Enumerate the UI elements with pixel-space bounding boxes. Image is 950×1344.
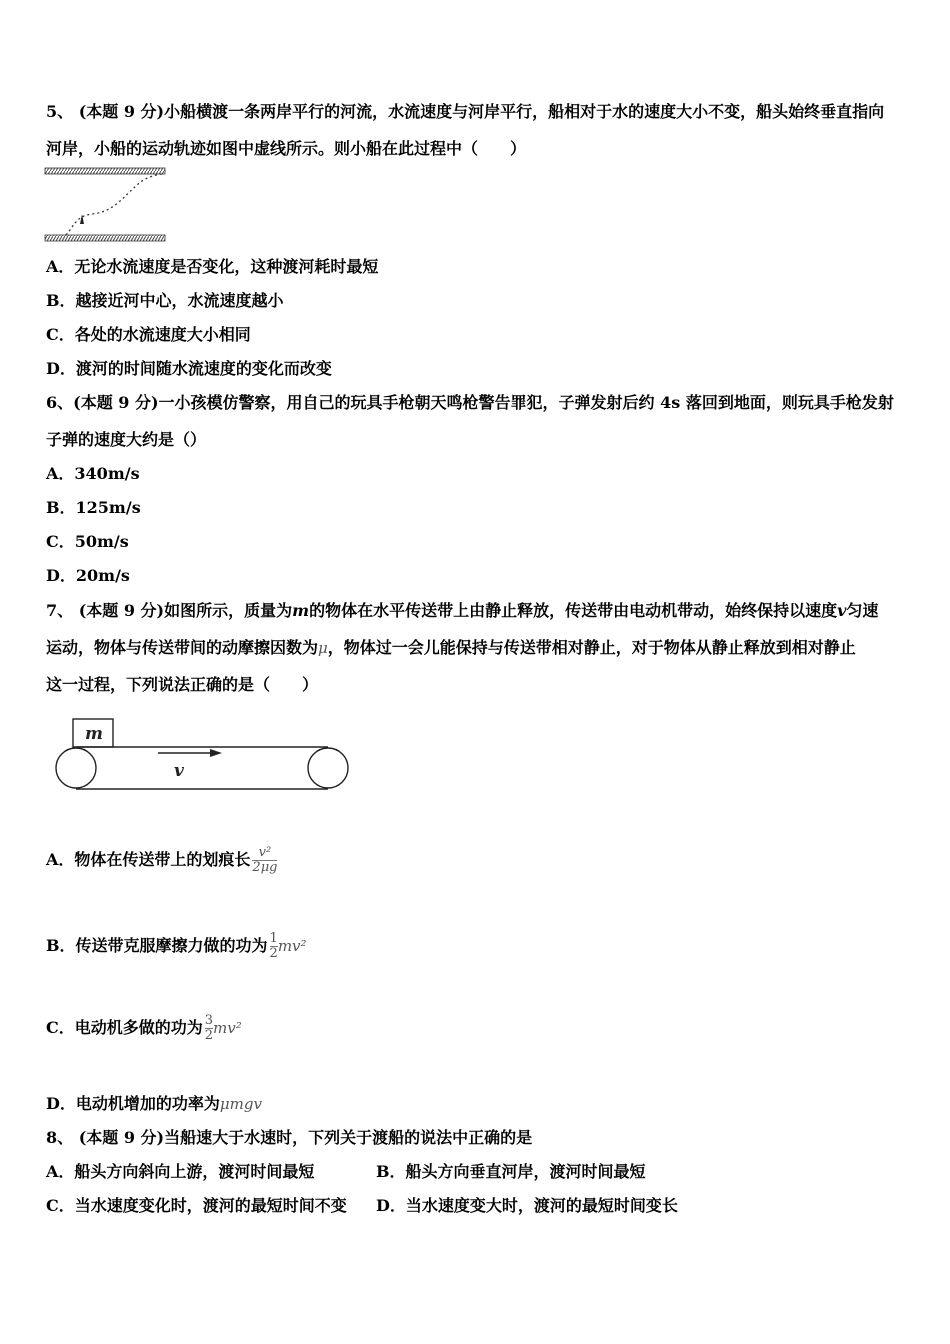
q7-option-b: B．传送带克服摩擦力做的功为 $\frac{1}{2}$ mv² xyxy=(46,931,307,961)
river-figure xyxy=(44,166,168,246)
velocity-symbol: v xyxy=(837,601,847,620)
q8-option-c: C．当水速度变化时，渡河的最短时间不变 xyxy=(46,1196,347,1215)
q6-text-line2: 子弹的速度大约是（） xyxy=(46,430,207,449)
q8-option-d: D．当水速度变大时，渡河的最短时间变长 xyxy=(376,1196,678,1215)
belt-velocity-label: v xyxy=(174,761,184,781)
mass-symbol: m xyxy=(292,601,310,620)
q7-text-line2: 运动，物体与传送带间的动摩擦因数为μ，物体过一会儿能保持与传送带相对静止，对于物体从静止释放到相对静止 xyxy=(46,638,856,657)
velocity-arrowhead xyxy=(210,749,222,757)
river-bottom-bank xyxy=(45,235,165,241)
q7-option-a: A．物体在传送带上的划痕长 $\frac{\text{v²}}{2\mu g}$ xyxy=(46,845,278,875)
q5-text-line1: 5、 (本题 9 分)小船横渡一条两岸平行的河流，水流速度与河岸平行，船相对于水的速度大小不变，船头始终垂直指向 xyxy=(46,102,885,121)
boat-icon xyxy=(80,214,84,224)
q7-a-fraction: $\frac{\text{v²}}{2\mu g}$ xyxy=(252,845,278,875)
mu-symbol: μ xyxy=(318,639,328,657)
q6-option-a: A．340m/s xyxy=(46,464,140,483)
q5-option-a: A．无论水流速度是否变化，这种渡河耗时最短 xyxy=(46,257,379,276)
right-pulley xyxy=(308,748,348,788)
q7-option-d: D．电动机增加的功率为μmgv xyxy=(46,1094,262,1113)
q6-text-line1: 6、(本题 9 分)一小孩模仿警察，用自己的玩具手枪朝天鸣枪警告罪犯，子弹发射后约 4s 落回到地面，则玩具手枪发射 xyxy=(46,393,894,412)
q8-option-b: B．船头方向垂直河岸，渡河时间最短 xyxy=(376,1162,646,1181)
q8-text-line1: 8、 (本题 9 分)当船速大于水速时，下列关于渡船的说法中正确的是 xyxy=(46,1128,533,1147)
q7-text-line3: 这一过程，下列说法正确的是（ ） xyxy=(46,675,319,694)
left-pulley xyxy=(56,748,96,788)
block-m-label: m xyxy=(85,724,103,744)
q8-option-a: A．船头方向斜向上游，渡河时间最短 xyxy=(46,1162,315,1181)
boat-trajectory xyxy=(66,174,162,235)
q5-option-d: D．渡河的时间随水流速度的变化而改变 xyxy=(46,359,332,378)
q7-option-c: C．电动机多做的功为 $\frac{3}{2}$ mv² xyxy=(46,1013,242,1043)
q6-option-d: D．20m/s xyxy=(46,566,130,585)
q6-option-b: B．125m/s xyxy=(46,498,141,517)
q5-option-c: C．各处的水流速度大小相同 xyxy=(46,325,251,344)
q7-c-fraction: $\frac{3}{2}$ xyxy=(204,1013,214,1043)
q7-text-line1: 7、 (本题 9 分)如图所示，质量为m的物体在水平传送带上由静止释放，传送带由电动机带动，始终保持以速度v匀速 xyxy=(46,601,879,620)
river-top-bank xyxy=(45,168,165,174)
q7-b-fraction: $\frac{1}{2}$ xyxy=(269,931,278,961)
q5-text-line2: 河岸，小船的运动轨迹如图中虚线所示。则小船在此过程中（ ） xyxy=(46,139,527,158)
conveyor-figure xyxy=(52,716,352,794)
q5-option-b: B．越接近河中心，水流速度越小 xyxy=(46,291,284,310)
q6-option-c: C．50m/s xyxy=(46,532,129,551)
